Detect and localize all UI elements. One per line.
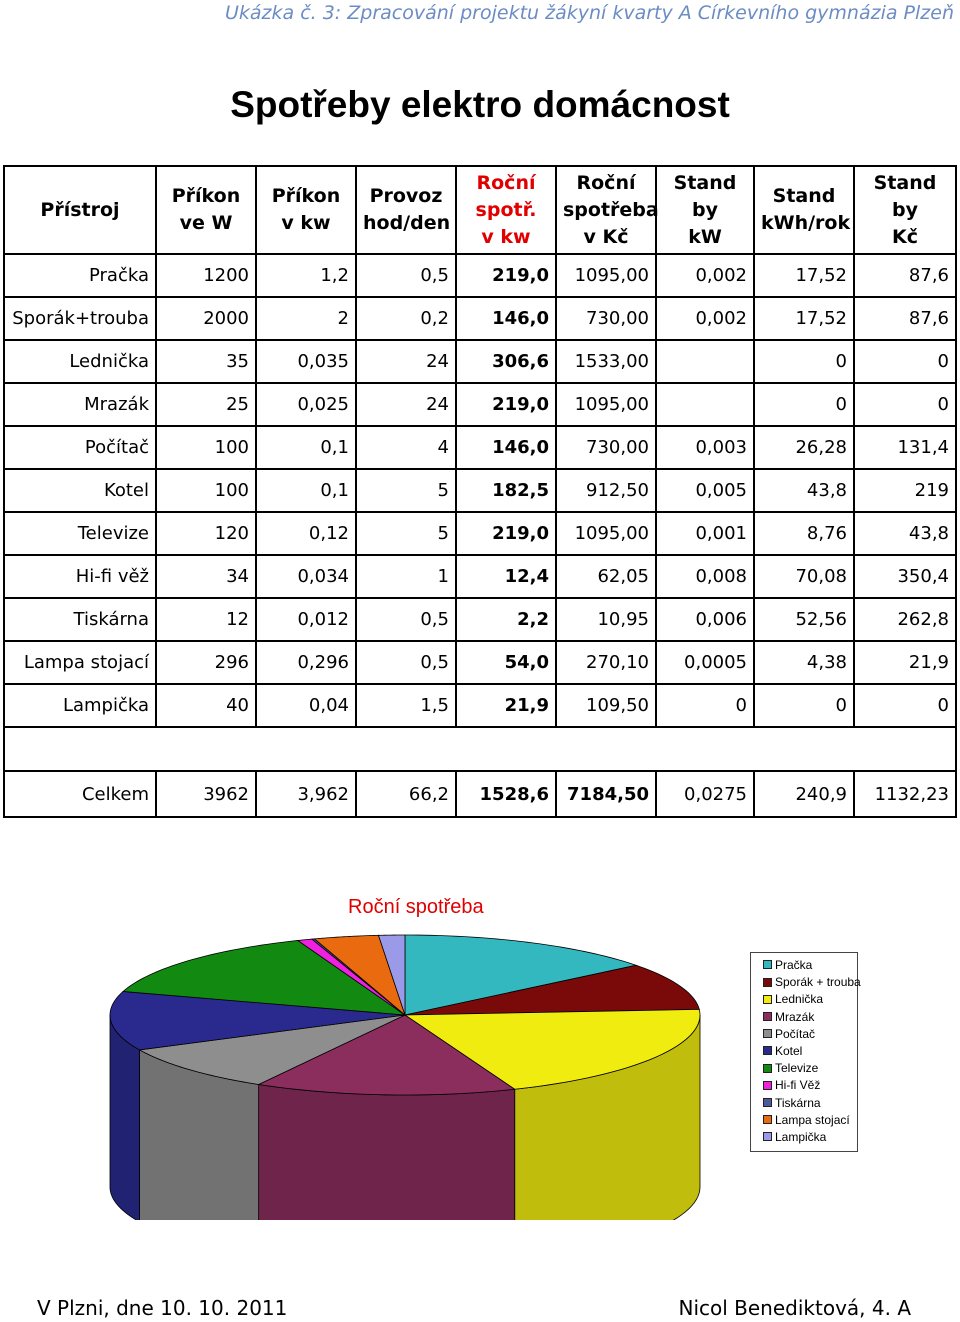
cell-sb_kwh: 52,56	[754, 598, 854, 641]
col-header-pristroj: Přístroj	[4, 166, 156, 254]
cell-hod: 0,5	[356, 254, 456, 297]
legend-swatch	[763, 960, 772, 969]
cell-name: Televize	[4, 512, 156, 555]
cell-name: Lednička	[4, 340, 156, 383]
cell-rocni: 54,0	[456, 641, 556, 684]
cell-name: Lampa stojací	[4, 641, 156, 684]
cell-sb_kw: 0,001	[656, 512, 754, 555]
document-title: Spotřeby elektro domácnost	[230, 84, 730, 125]
cell-hod: 0,2	[356, 297, 456, 340]
legend-item	[763, 957, 812, 973]
cell-hod: 5	[356, 469, 456, 512]
legend-label: Kotel	[775, 1044, 803, 1058]
cell-sb_kw: 0,006	[656, 598, 754, 641]
cell-hod: 24	[356, 340, 456, 383]
cell-kc: 912,50	[556, 469, 656, 512]
legend-swatch	[763, 978, 772, 987]
legend-label: Televize	[775, 1061, 819, 1076]
legend-item	[763, 1095, 821, 1111]
cell-kc: 109,50	[556, 684, 656, 727]
cell-w: 100	[156, 469, 256, 512]
table-row	[4, 555, 956, 598]
cell-hod: 1,5	[356, 684, 456, 727]
cell-hod: 0,5	[356, 641, 456, 684]
col-header-prikon-kw: Příkon v kw	[256, 166, 356, 254]
cell-w: 40	[156, 684, 256, 727]
total-row	[4, 771, 956, 817]
cell-sb_kwh: 0	[754, 383, 854, 426]
cell-name: Kotel	[4, 469, 156, 512]
cell-hod: 5	[356, 512, 456, 555]
cell-w: 120	[156, 512, 256, 555]
cell-w: 12	[156, 598, 256, 641]
cell-rocni: 219,0	[456, 254, 556, 297]
col-header-standby-kc: Stand by Kč	[854, 166, 956, 254]
cell-kw: 3,962	[256, 771, 356, 817]
table-header-row	[4, 166, 956, 254]
legend-label: Pračka	[775, 958, 813, 972]
cell-sb_kc: 219	[854, 469, 956, 512]
cell-rocni: 12,4	[456, 555, 556, 598]
chart-legend	[750, 952, 861, 1152]
cell-sb_kw	[656, 340, 754, 383]
cell-kc: 730,00	[556, 297, 656, 340]
cell-sb_kw: 0,008	[656, 555, 754, 598]
cell-sb_kwh: 4,38	[754, 641, 854, 684]
legend-label: Lampa stojací	[775, 1112, 850, 1127]
col-header-rocni-spotr: Roční spotř. v kw	[456, 166, 556, 254]
cell-sb_kc: 87,6	[854, 254, 956, 297]
cell-sb_kw: 0,003	[656, 426, 754, 469]
cell-sb_kc: 87,6	[854, 297, 956, 340]
legend-swatch	[763, 995, 772, 1004]
legend-swatch	[763, 1064, 772, 1073]
cell-sb_kw	[656, 383, 754, 426]
cell-w: 35	[156, 340, 256, 383]
legend-item	[763, 1060, 818, 1076]
table-row	[4, 684, 956, 727]
table-row	[4, 641, 956, 684]
cell-rocni: 146,0	[456, 297, 556, 340]
cell-kc: 7184,50	[556, 771, 656, 817]
cell-rocni: 306,6	[456, 340, 556, 383]
cell-rocni: 182,5	[456, 469, 556, 512]
cell-sb_kc: 21,9	[854, 641, 956, 684]
cell-kw: 0,034	[256, 555, 356, 598]
cell-sb_kwh: 26,28	[754, 426, 854, 469]
legend-label: Tiskárna	[775, 1095, 821, 1110]
legend-item	[763, 991, 823, 1007]
cell-kw: 0,1	[256, 469, 356, 512]
legend-swatch	[763, 1098, 772, 1107]
cell-kc: 62,05	[556, 555, 656, 598]
legend-swatch	[763, 1012, 772, 1021]
cell-kc: 730,00	[556, 426, 656, 469]
cell-sb_kwh: 240,9	[754, 771, 854, 817]
legend-item	[763, 1043, 802, 1059]
cell-kc: 1533,00	[556, 340, 656, 383]
cell-kw: 0,04	[256, 684, 356, 727]
legend-label: Počítač	[775, 1026, 816, 1041]
cell-kc: 10,95	[556, 598, 656, 641]
legend-label: Lampička	[775, 1130, 827, 1144]
page-header	[0, 2, 960, 24]
legend-label: Sporák + trouba	[775, 975, 861, 990]
blank-row	[4, 727, 956, 771]
cell-rocni: 146,0	[456, 426, 556, 469]
cell-sb_kc: 350,4	[854, 555, 956, 598]
cell-sb_kwh: 17,52	[754, 254, 854, 297]
cell-sb_kwh: 43,8	[754, 469, 854, 512]
legend-item	[763, 1112, 850, 1128]
cell-kw: 0,025	[256, 383, 356, 426]
legend-swatch	[763, 1132, 772, 1141]
cell-hod: 0,5	[356, 598, 456, 641]
col-header-provoz: Provoz hod/den	[356, 166, 456, 254]
cell-w: 1200	[156, 254, 256, 297]
cell-name: Pračka	[4, 254, 156, 297]
cell-kw: 0,035	[256, 340, 356, 383]
cell-kw: 0,296	[256, 641, 356, 684]
footer-date: V Plzni, dne 10. 10. 2011	[37, 1296, 288, 1320]
cell-kw: 0,12	[256, 512, 356, 555]
header-text: Ukázka č. 3: Zpracování projektu žákyní kvarty A Církevního gymnázia Plzeň	[224, 2, 954, 24]
col-header-standby-kwh: Stand kWh/rok	[754, 166, 854, 254]
cell-kc: 1095,00	[556, 512, 656, 555]
cell-hod: 4	[356, 426, 456, 469]
cell-w: 2000	[156, 297, 256, 340]
legend-swatch	[763, 1029, 772, 1038]
table-row	[4, 426, 956, 469]
legend-label: Hi-fi Věž	[775, 1078, 821, 1093]
cell-name: Počítač	[4, 426, 156, 469]
cell-kw: 0,012	[256, 598, 356, 641]
col-header-rocni-kc: Roční spotřeba v Kč	[556, 166, 656, 254]
cell-w: 34	[156, 555, 256, 598]
cell-sb_kw: 0,002	[656, 254, 754, 297]
cell-kc: 1095,00	[556, 383, 656, 426]
cell-sb_kc: 0	[854, 383, 956, 426]
cell-kc: 270,10	[556, 641, 656, 684]
cell-sb_kc: 43,8	[854, 512, 956, 555]
legend-item	[763, 1077, 820, 1093]
cell-sb_kc: 0	[854, 340, 956, 383]
pie-side-3	[259, 1084, 515, 1220]
cell-rocni: 219,0	[456, 383, 556, 426]
legend-item	[763, 974, 861, 990]
cell-w: 25	[156, 383, 256, 426]
legend-item	[763, 1009, 814, 1025]
cell-kw: 1,2	[256, 254, 356, 297]
cell-sb_kwh: 0	[754, 684, 854, 727]
legend-item	[763, 1026, 815, 1042]
cell-w: 100	[156, 426, 256, 469]
cell-name: Celkem	[4, 771, 156, 817]
cell-sb_kw: 0,002	[656, 297, 754, 340]
consumption-table	[3, 165, 957, 818]
legend-swatch	[763, 1115, 772, 1124]
col-header-standby-kw: Stand by kW	[656, 166, 754, 254]
table-row	[4, 383, 956, 426]
table-row	[4, 340, 956, 383]
legend-label: Mrazák	[775, 1009, 815, 1024]
cell-rocni: 2,2	[456, 598, 556, 641]
cell-w: 296	[156, 641, 256, 684]
cell-name: Hi-fi věž	[4, 555, 156, 598]
pie-chart	[90, 890, 870, 1220]
legend-item	[763, 1129, 826, 1145]
cell-rocni: 219,0	[456, 512, 556, 555]
cell-hod: 24	[356, 383, 456, 426]
table-row	[4, 598, 956, 641]
chart-title: Roční spotřeba	[348, 896, 484, 918]
cell-sb_kc: 1132,23	[854, 771, 956, 817]
cell-sb_kwh: 0	[754, 340, 854, 383]
cell-sb_kwh: 70,08	[754, 555, 854, 598]
cell-sb_kc: 262,8	[854, 598, 956, 641]
cell-kw: 0,1	[256, 426, 356, 469]
cell-kc: 1095,00	[556, 254, 656, 297]
pie-chart-svg	[90, 890, 730, 1220]
cell-hod: 66,2	[356, 771, 456, 817]
cell-sb_kw: 0,0275	[656, 771, 754, 817]
cell-name: Tiskárna	[4, 598, 156, 641]
cell-sb_kwh: 17,52	[754, 297, 854, 340]
legend-label: Lednička	[775, 992, 824, 1007]
cell-name: Lampička	[4, 684, 156, 727]
cell-sb_kw: 0,005	[656, 469, 754, 512]
cell-sb_kw: 0,0005	[656, 641, 754, 684]
col-header-prikon-w: Příkon ve W	[156, 166, 256, 254]
cell-sb_kc: 131,4	[854, 426, 956, 469]
cell-name: Sporák+trouba	[4, 297, 156, 340]
cell-kw: 2	[256, 297, 356, 340]
cell-sb_kwh: 8,76	[754, 512, 854, 555]
cell-w: 3962	[156, 771, 256, 817]
table-row	[4, 512, 956, 555]
cell-rocni: 1528,6	[456, 771, 556, 817]
cell-sb_kw: 0	[656, 684, 754, 727]
cell-rocni: 21,9	[456, 684, 556, 727]
table-row	[4, 469, 956, 512]
cell-hod: 1	[356, 555, 456, 598]
footer-author: Nicol Benediktová, 4. A	[678, 1296, 911, 1320]
legend-swatch	[763, 1046, 772, 1055]
table-row	[4, 254, 956, 297]
cell-name: Mrazák	[4, 383, 156, 426]
blank-cell	[4, 727, 956, 771]
legend-swatch	[763, 1081, 772, 1090]
cell-sb_kc: 0	[854, 684, 956, 727]
table-row	[4, 297, 956, 340]
